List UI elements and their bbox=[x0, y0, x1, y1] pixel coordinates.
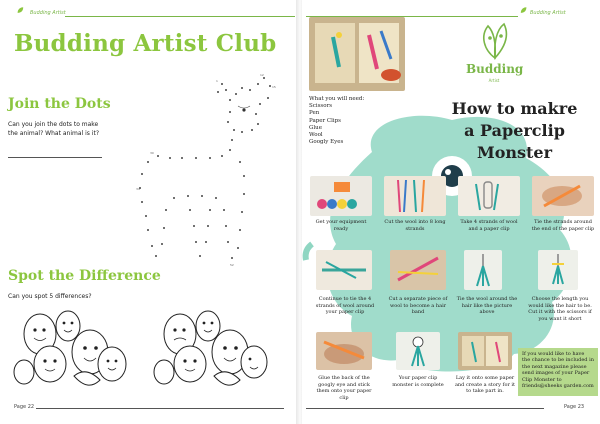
step-photo bbox=[316, 250, 372, 290]
material-item: Paper Clips bbox=[309, 117, 341, 124]
right-page-number: Page 23 bbox=[564, 404, 585, 410]
step-photo bbox=[396, 332, 440, 370]
step-photo bbox=[538, 250, 578, 290]
step-photo bbox=[310, 176, 372, 216]
svg-text:30: 30 bbox=[150, 151, 154, 155]
right-header-label: Budding Artist bbox=[530, 10, 566, 16]
left-footer-rule bbox=[36, 408, 284, 409]
spot-difference-prompt: Can you spot 5 differences? bbox=[8, 293, 92, 300]
step-caption: Get your equipment ready bbox=[315, 219, 367, 232]
step-photo bbox=[384, 176, 446, 216]
materials-heading: What you will need: bbox=[309, 96, 365, 102]
materials-list bbox=[309, 96, 364, 146]
right-footer-rule bbox=[306, 408, 544, 409]
left-page bbox=[0, 0, 298, 424]
spot-difference-heading: Spot the Difference bbox=[8, 268, 161, 284]
brand-name: Budding bbox=[466, 62, 524, 76]
craft-title bbox=[432, 98, 597, 164]
step-photo bbox=[316, 332, 372, 370]
left-header-rule bbox=[65, 16, 295, 17]
leaf-icon bbox=[520, 6, 528, 15]
svg-text:15: 15 bbox=[272, 85, 276, 89]
svg-text:52: 52 bbox=[230, 263, 234, 267]
submission-info-box: If you would like to have the chance to be included in the next magazine please send images of your Paper Clip Monster to friends@sheeks garden.com bbox=[518, 348, 598, 396]
step-photo bbox=[464, 250, 502, 290]
left-header-label: Budding Artist bbox=[30, 10, 66, 16]
answer-line bbox=[8, 157, 102, 158]
fruit-drawing-left bbox=[10, 306, 135, 392]
join-dots-prompt-1: Can you join the dots to make bbox=[8, 121, 99, 128]
craft-title-line-2: a Paperclip Monster bbox=[464, 121, 565, 162]
step-photo bbox=[458, 332, 512, 370]
step-caption: Glue the back of the googly eye and stick them onto your paper clip bbox=[316, 375, 372, 401]
budding-artist-logo-icon bbox=[478, 22, 512, 60]
page-title: Budding Artist Club bbox=[14, 30, 277, 57]
step-photo bbox=[458, 176, 520, 216]
material-item: Googly Eyes bbox=[309, 139, 344, 146]
material-item: Scissors bbox=[309, 103, 333, 110]
step-photo bbox=[532, 176, 594, 216]
material-item: Pen bbox=[309, 110, 320, 117]
brand-subtitle: Artist bbox=[488, 78, 500, 83]
material-item: Glue bbox=[309, 124, 322, 131]
step-caption: Continue to tie the 4 strands of wool around your paper clip bbox=[315, 296, 375, 316]
finished-monster-photo bbox=[309, 17, 405, 91]
right-page bbox=[302, 0, 600, 424]
join-dots-heading: Join the Dots bbox=[8, 96, 111, 112]
step-caption: Tie the wool around the hair like the picture above bbox=[456, 296, 518, 316]
craft-title-line-1: How to makre bbox=[451, 99, 578, 118]
step-caption: Cut the wool into 8 long strands bbox=[384, 219, 446, 232]
svg-text:34: 34 bbox=[136, 187, 140, 191]
step-caption: Your paper clip monster is complete bbox=[392, 375, 444, 388]
svg-text:1: 1 bbox=[216, 79, 218, 83]
svg-text:12: 12 bbox=[260, 73, 264, 77]
material-item: Wool bbox=[309, 132, 323, 139]
step-caption: Tie the strands around the end of the paper clip bbox=[531, 219, 595, 232]
leaf-icon bbox=[16, 6, 24, 15]
step-photo bbox=[390, 250, 446, 290]
left-page-number: Page 22 bbox=[14, 404, 35, 410]
step-caption: Cut a separate piece of wool to become a hair band bbox=[388, 296, 448, 316]
dot-to-dot-deer bbox=[130, 70, 290, 270]
step-caption: Choose the length you would like the hair to be. Cut it with the scissors if you want it short bbox=[528, 296, 592, 322]
step-caption: Take 4 strands of wool and a paper clip bbox=[460, 219, 518, 232]
join-dots-prompt-2: the animal? What animal is it? bbox=[8, 130, 99, 137]
step-caption: Lay it onto some paper and create a story for it to take part in. bbox=[454, 375, 516, 395]
fruit-drawing-right bbox=[150, 306, 275, 392]
